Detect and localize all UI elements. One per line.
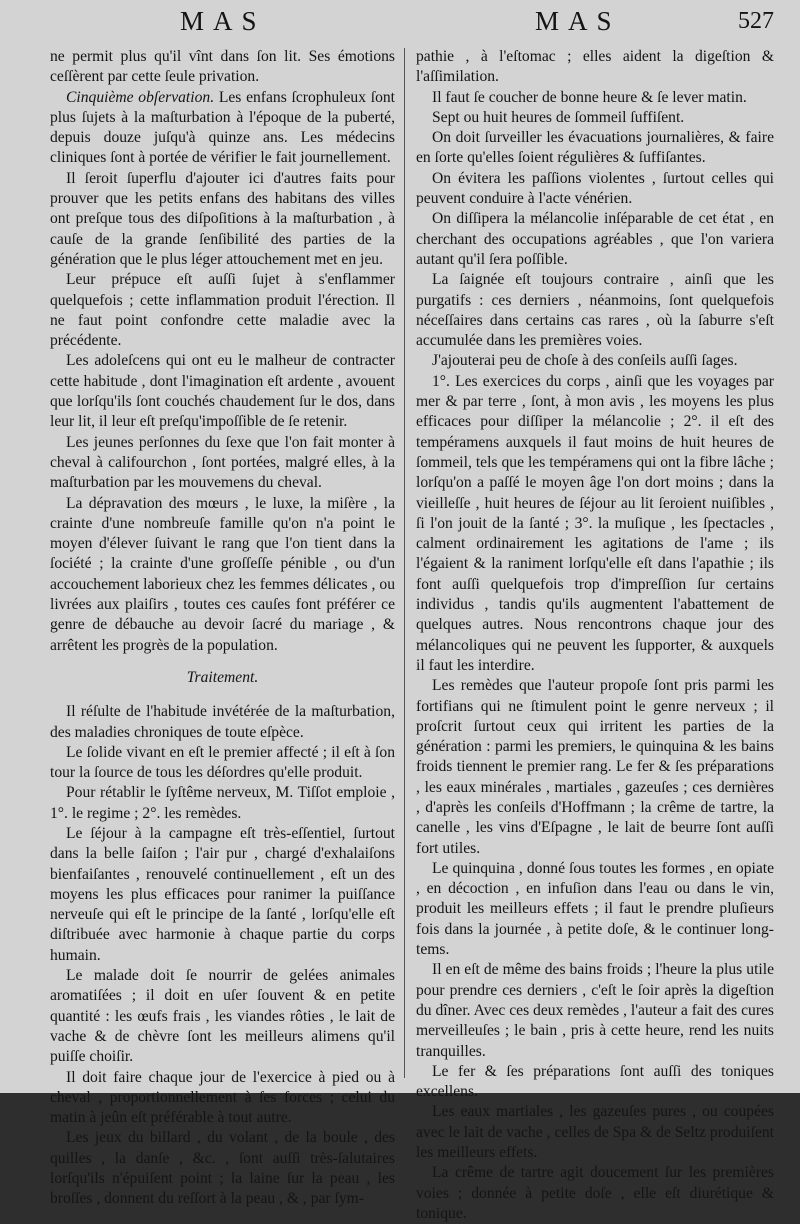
paragraph: ne permit plus qu'il vînt dans ſon lit. Ses émotions ceſſèrent par cette ſeule privation. — [50, 48, 395, 86]
paragraph: Le fer & ſes préparations ſont auſſi des toniques excellens. — [416, 1062, 774, 1101]
paragraph: Les jeunes perſonnes du ſexe que l'on fait monter à cheval à califourchon , ſont portées, malgré elles, à la maſturbation par les mouvemens du cheval. — [50, 433, 395, 492]
paragraph: On diſſipera la mélancolie inſéparable de cet état , en cherchant des occupations agréables , que l'on variera autant qu'il ſera poſſible. — [416, 210, 774, 268]
running-head — [0, 6, 800, 42]
paragraph: Sept ou huit heures de ſommeil ſuffiſent. — [432, 108, 685, 126]
paragraph: pathie , à l'eſtomac ; elles aident la digeſtion & l'aſſimilation. — [416, 48, 774, 86]
paragraph: Leur prépuce eſt auſſi ſujet à s'enflammer quelquefois ; cette inflammation produit l'érection. Il ne faut point confondre cette maladie avec la précédente. — [50, 271, 395, 350]
paragraph: Il ſeroit ſuperflu d'ajouter ici d'autres faits pour prouver que les petits enfans des habitans des villes ont preſque tous des diſpoſitions à la maſturbation , à cauſe de la grande ſenſibilité des parties de la génération que le plus léger attouchement met en jeu. — [50, 169, 395, 268]
right-column — [416, 47, 774, 1224]
paragraph: Le malade doit ſe nourrir de gelées animales aromatiſées ; il doit en uſer ſouvent & en petite quantité : les œufs frais , les viandes rôties , le lait de vache & de chèvre ſont les meilleurs alimens qu'il puiſſe choiſir. — [50, 967, 395, 1066]
paragraph: Les jeux du billard , du volant , de la boule , des quilles , la danſe , &c. , ſont auſſi très-ſalutaires lorſqu'ils n'épuiſent point ; la laine ſur la peau , les broſſes , donnent du reſſort à la peau , & , par ſym- — [50, 1129, 395, 1208]
paragraph: Les eaux martiales , les gazeuſes pures , ou coupées avec le lait de vache , celles de Spa & de Seltz produiſent les meilleurs effets. — [416, 1103, 774, 1162]
paragraph: La ſaignée eſt toujours contraire , ainſi que les purgatifs : ces derniers , néanmoins, ſont quelquefois néceſſaires dans certains cas rares , où la ſaburre s'eſt accumulée dans les premières voies. — [416, 271, 774, 350]
column-divider — [404, 48, 405, 1078]
paragraph: La crême de tartre agit doucement ſur les premières voies ; donnée à petite doſe , elle eſt diurétique & tonique. — [416, 1164, 774, 1222]
observation-text: Les enfans ſcrophuleux ſont plus ſujets à la maſturbation à l'époque de la puberté, depuis douze juſqu'à quinze ans. Les médecins cliniques ſont à portée de vérifier le fait journellement. — [50, 88, 396, 167]
paragraph: Les remèdes que l'auteur propoſe ſont pris parmi les fortifians qui ne ſtimulent point le genre nerveux ; il proſcrit ſurtout ceux qui irritent les parties de la génération : parmi les premiers, le quinquina & les bains froids tiennent le premier rang. Le fer & ſes préparations , les eaux minérales , martiales , gazeuſes ; ces dernières , d'après les conſeils d'Hoffmann ; la crême de tartre, la canelle , les vins d'Eſpagne , le lait de beurre ſont auſſi fort utiles. — [416, 677, 774, 857]
observation-paragraph — [50, 88, 395, 169]
running-head-right-word: MAS — [535, 6, 621, 36]
paragraph: Le quinquina , donné ſous toutes les formes , en opiate , en décoction , en infuſion dans l'eau ou dans le vin, produit les meilleurs effets ; il faut le prendre pluſieurs fois dans la journée , à petite doſe, & le continuer long-tems. — [416, 859, 774, 959]
paragraph: Il en eſt de même des bains froids ; l'heure la plus utile pour prendre ces derniers , c'eſt le ſoir après la digeſtion du dîner. Avec ces deux remèdes , l'auteur a fait des cures merveilleuſes ; le bain , pris à cette heure, rend les nuits tranquilles. — [416, 961, 775, 1060]
paragraph: 1°. Les exercices du corps , ainſi que les voyages par mer & par terre , ſont, à mon avis , les moyens les plus efficaces pour diſſiper la mélancolie ; 2°. il eſt des tempéramens auxquels il faut moins de huit heures de ſommeil, tels que les tempéramens qui ont la fibre lâche ; lorſqu'on a paſſé le moyen âge l'on dort moins ; dans la vieilleſſe , huit heures de ſéjour au lit ſeroient nuiſibles , ſi l'on jouit de la ſanté ; 3°. la muſique , les ſpectacles , calment ordinairement les agitations de l'ame ; ils l'égaient & la raniment lorſqu'elle eſt dans l'apathie ; ils font auſſi quelquefois trop d'impreſſion ſur certains individus , tandis qu'ils augmentent l'abattement de quelques autres. Nous rencontrons chaque jour des mélancoliques qui ne peuvent les ſupporter, & auxquels il faut les interdire. — [416, 372, 774, 674]
observation-label: Cinquième obſervation. — [66, 88, 215, 106]
section-heading: Traitement. — [186, 668, 259, 686]
paragraph: J'ajouterai peu de choſe à des conſeils auſſi ſages. — [432, 352, 738, 370]
paragraph: Il faut ſe coucher de bonne heure & ſe lever matin. — [432, 88, 747, 106]
paragraph: On doit ſurveiller les évacuations journalières, & faire en ſorte qu'elles ſoient régulières & ſuffiſantes. — [416, 129, 774, 167]
paragraph: Les adoleſcens qui ont eu le malheur de contracter cette habitude , dont l'imagination eſt ardente , avouent que lorſqu'ils ſont couchés chaudement ſur le dos, dans leur lit, il leur eſt preſqu'impoſſible de ſe retenir. — [50, 352, 395, 431]
page-number: 527 — [738, 8, 774, 34]
running-head-left-word: MAS — [180, 6, 266, 36]
paragraph: Pour rétablir le ſyſtême nerveux, M. Tiſſot emploie , 1°. le regime ; 2°. les remèdes. — [50, 784, 395, 822]
paragraph: Il réſulte de l'habitude invétérée de la maſturbation, des maladies chroniques de toute eſpèce. — [50, 703, 395, 741]
left-column — [50, 47, 395, 1210]
paragraph: On évitera les paſſions violentes , ſurtout celles qui peuvent conduire à l'acte vénérien. — [416, 169, 774, 208]
paragraph: Le ſéjour à la campagne eſt très-eſſentiel, ſurtout dans la belle ſaiſon ; l'air pur , chargé d'exhalaiſons bienfaiſantes , renouvelé continuellement , eſt un des moyens les plus efficaces pour ranimer la puiſſance nerveuſe qui eſt le principe de la ſanté , lorſqu'elle eſt diſtribuée avec harmonie à chaque partie du corps humain. — [50, 824, 395, 964]
paragraph: La dépravation des mœurs , le luxe, la miſère , la crainte d'une nombreuſe famille qu'on n'a point le moyen d'élever ſuivant le rang que l'on tient dans la ſociété ; la crainte d'une groſſeſſe pénible , ou d'un accouchement laborieux chez les femmes délicates , ou livrées aux plaiſirs , toutes ces cauſes font préférer ce genre de débauche au devoir ſacré du mariage , & arrêtent les progrès de la population. — [50, 494, 395, 654]
paragraph: Il doit faire chaque jour de l'exercice à pied ou à cheval , proportionnellement à ſes forces ; celui du matin à jeûn eſt préférable à tout autre. — [50, 1068, 395, 1127]
paragraph: Le ſolide vivant en eſt le premier affecté ; il eſt à ſon tour la ſource de tous les déſordres qu'elle produit. — [50, 743, 395, 782]
